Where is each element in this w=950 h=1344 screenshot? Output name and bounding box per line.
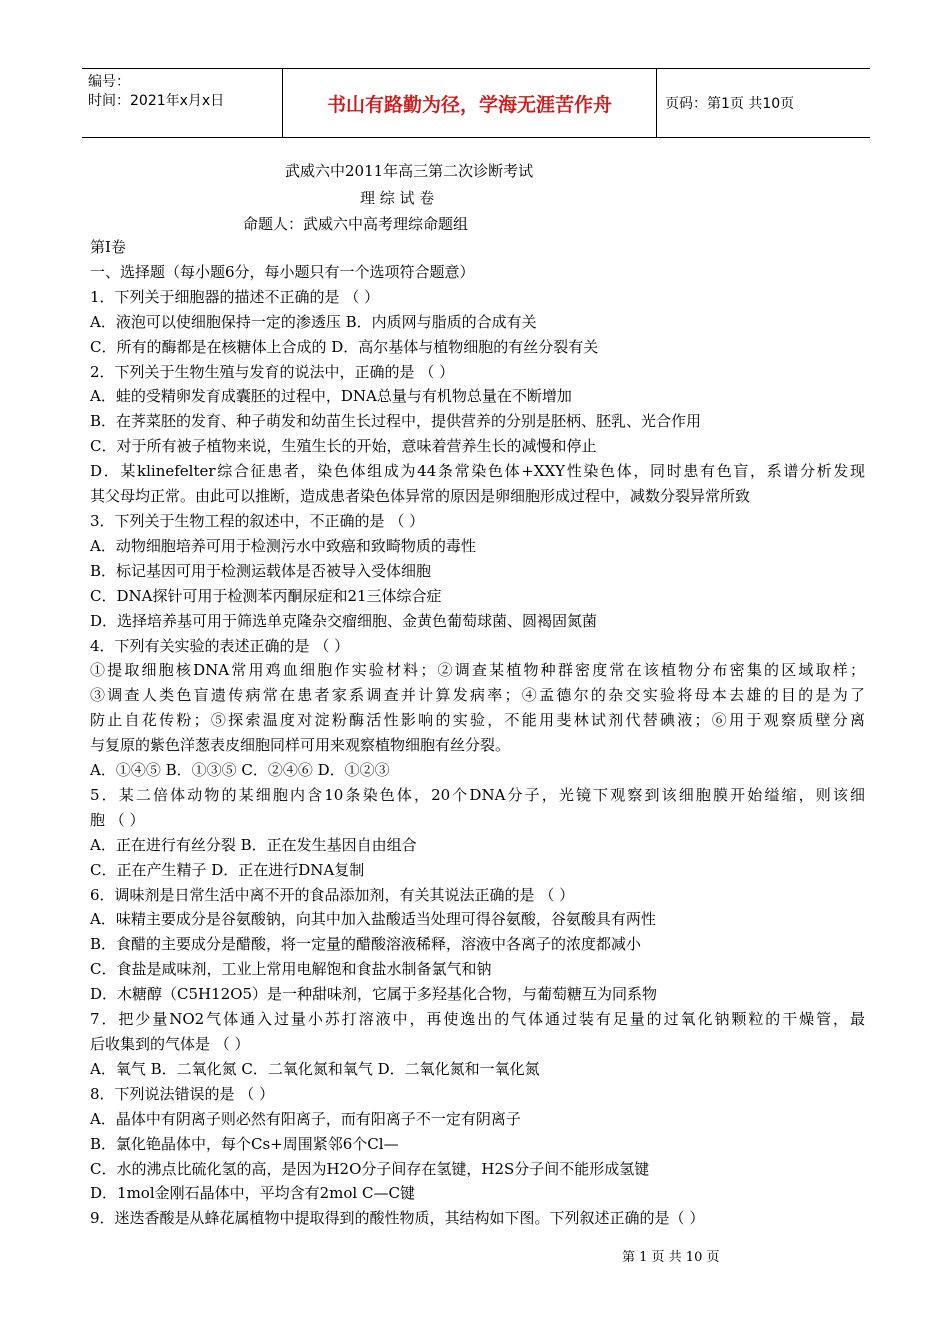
answer-option: C．水的沸点比硫化氢的高，是因为H2O分子间存在氢键，H2S分子间不能形成氢键 — [90, 1159, 650, 1178]
answer-option: D．选择培养基可用于筛选单克隆杂交瘤细胞、金黄色葡萄球菌、圆褐固氮菌 — [90, 611, 598, 630]
answer-option: A．蛙的受精卵发育成囊胚的过程中，DNA总量与有机物总量在不断增加 — [90, 387, 572, 406]
answer-option: D．木糖醇（C5H12O5）是一种甜味剂，它属于多羟基化合物，与葡萄糖互为同系物 — [90, 985, 658, 1004]
answer-option: B．氯化铯晶体中，每个Cs+周围紧邻6个Cl— — [90, 1134, 399, 1153]
question-stem-continued: 胞 （ ） — [90, 810, 145, 829]
answer-option: C．对于所有被子植物来说，生殖生长的开始，意味着营养生长的减慢和停止 — [90, 437, 597, 456]
answer-option: B．标记基因可用于检测运载体是否被导入受体细胞 — [90, 561, 432, 580]
answer-option-continued: 其父母均正常。由此可以推断，造成患者染色体异常的原因是卵细胞形成过程中，减数分裂异常所致 — [90, 487, 751, 506]
answer-option: C．DNA探针可用于检测苯丙酮尿症和21三体综合症 — [90, 586, 442, 605]
answer-option: B．食醋的主要成分是醋酸，将一定量的醋酸溶液稀释，溶液中各离子的浓度都减小 — [90, 935, 642, 954]
statement-list: 与复原的紫色洋葱表皮细胞同样可用来观察植物细胞有丝分裂。 — [90, 736, 511, 755]
answer-option: A．晶体中有阴离子则必然有阳离子，而有阳离子不一定有阴离子 — [90, 1109, 521, 1128]
question-stem: 4．下列有关实验的表述正确的是 （ ） — [90, 636, 350, 655]
question-stem: 9．迷迭香酸是从蜂花属植物中提取得到的酸性物质，其结构如下图。下列叙述正确的是（ ） — [90, 1209, 705, 1228]
number-label: 编号： — [88, 74, 130, 90]
question-stem: 7．把少量NO2气体通入过量小苏打溶液中，再使逸出的气体通过装有足量的过氧化钠颗粒的干燥管，最 — [90, 1010, 865, 1029]
answer-option: C．食盐是咸味剂，工业上常用电解饱和食盐水制备氯气和钠 — [90, 960, 492, 979]
answer-option: D．某klinefelter综合征患者，染色体组成为44条常染色体+XXY性染色体，同时患有色盲，系谱分析发现 — [90, 462, 865, 481]
statement-list: 防止自花传粉；⑤探索温度对淀粉酶活性影响的实验，不能用斐林试剂代替碘液；⑥用于观察质壁分离 — [90, 711, 865, 730]
exam-title: 武威六中2011年高三第二次诊断考试 — [285, 162, 534, 180]
answer-option: B．在荠菜胚的发育、种子萌发和幼苗生长过程中，提供营养的分别是胚柄、胚乳、光合作用 — [90, 412, 702, 431]
answer-options: A．氧气 B．二氧化氮 C．二氧化氮和氧气 D．二氧化氮和一氧化氮 — [90, 1059, 540, 1078]
statement-list: ③调查人类色盲遗传病常在患者家系调查并计算发病率；④孟德尔的杂交实验将母本去雄的目的是为了 — [90, 686, 865, 705]
exam-subject: 理 综 试 卷 — [360, 189, 435, 207]
answer-option: C．正在产生精子 D．正在进行DNA复制 — [90, 860, 365, 879]
exam-author: 命题人：武威六中高考理综命题组 — [243, 215, 469, 233]
page-label: 页码：第1页 共10页 — [665, 96, 795, 112]
answer-option: C．所有的酶都是在核糖体上合成的 D．高尔基体与植物细胞的有丝分裂有关 — [90, 337, 599, 356]
answer-option: A．味精主要成分是谷氨酸钠，向其中加入盐酸适当处理可得谷氨酸，谷氨酸具有两性 — [90, 910, 656, 929]
statement-list: ①提取细胞核DNA常用鸡血细胞作实验材料；②调查某植物种群密度常在该植物分布密集的区域取样； — [90, 661, 865, 680]
question-stem: 8．下列说法错误的是 （ ） — [90, 1084, 275, 1103]
question-stem: 6．调味剂是日常生活中离不开的食品添加剂，有关其说法正确的是 （ ） — [90, 885, 575, 904]
question-instructions: 一、选择题（每小题6分，每小题只有一个选项符合题意） — [90, 262, 475, 281]
motto: 书山有路勤为径，学海无涯苦作舟 — [282, 69, 657, 137]
section-heading: 第Ⅰ卷 — [90, 238, 126, 256]
answer-option: A．液泡可以使细胞保持一定的渗透压 B．内质网与脂质的合成有关 — [90, 312, 537, 331]
answer-option: A．动物细胞培养可用于检测污水中致癌和致畸物质的毒性 — [90, 536, 476, 555]
header-meta — [82, 69, 282, 137]
page-footer: 第 1 页 共 10 页 — [622, 1250, 720, 1265]
answer-options: A．①④⑤ B．①③⑤ C．②④⑥ D．①②③ — [90, 761, 390, 780]
question-stem: 2．下列关于生物生殖与发育的说法中，正确的是 （ ） — [90, 362, 455, 381]
question-stem-continued: 后收集到的气体是 （ ） — [90, 1035, 250, 1053]
answer-option: A．正在进行有丝分裂 B．正在发生基因自由组合 — [90, 835, 417, 854]
question-stem: 1．下列关于细胞器的描述不正确的是 （ ） — [90, 287, 380, 306]
question-stem: 3．下列关于生物工程的叙述中，不正确的是 （ ） — [90, 511, 425, 530]
date-label: 时间：2021年x月x日 — [88, 93, 225, 109]
exam-body — [90, 235, 865, 1231]
question-stem: 5．某二倍体动物的某细胞内含10条染色体，20个DNA分子，光镜下观察到该细胞膜开始缢缩，则该细 — [90, 785, 865, 804]
answer-option: D．1mol金刚石晶体中，平均含有2mol C—C键 — [90, 1184, 415, 1203]
page-header — [82, 68, 870, 138]
